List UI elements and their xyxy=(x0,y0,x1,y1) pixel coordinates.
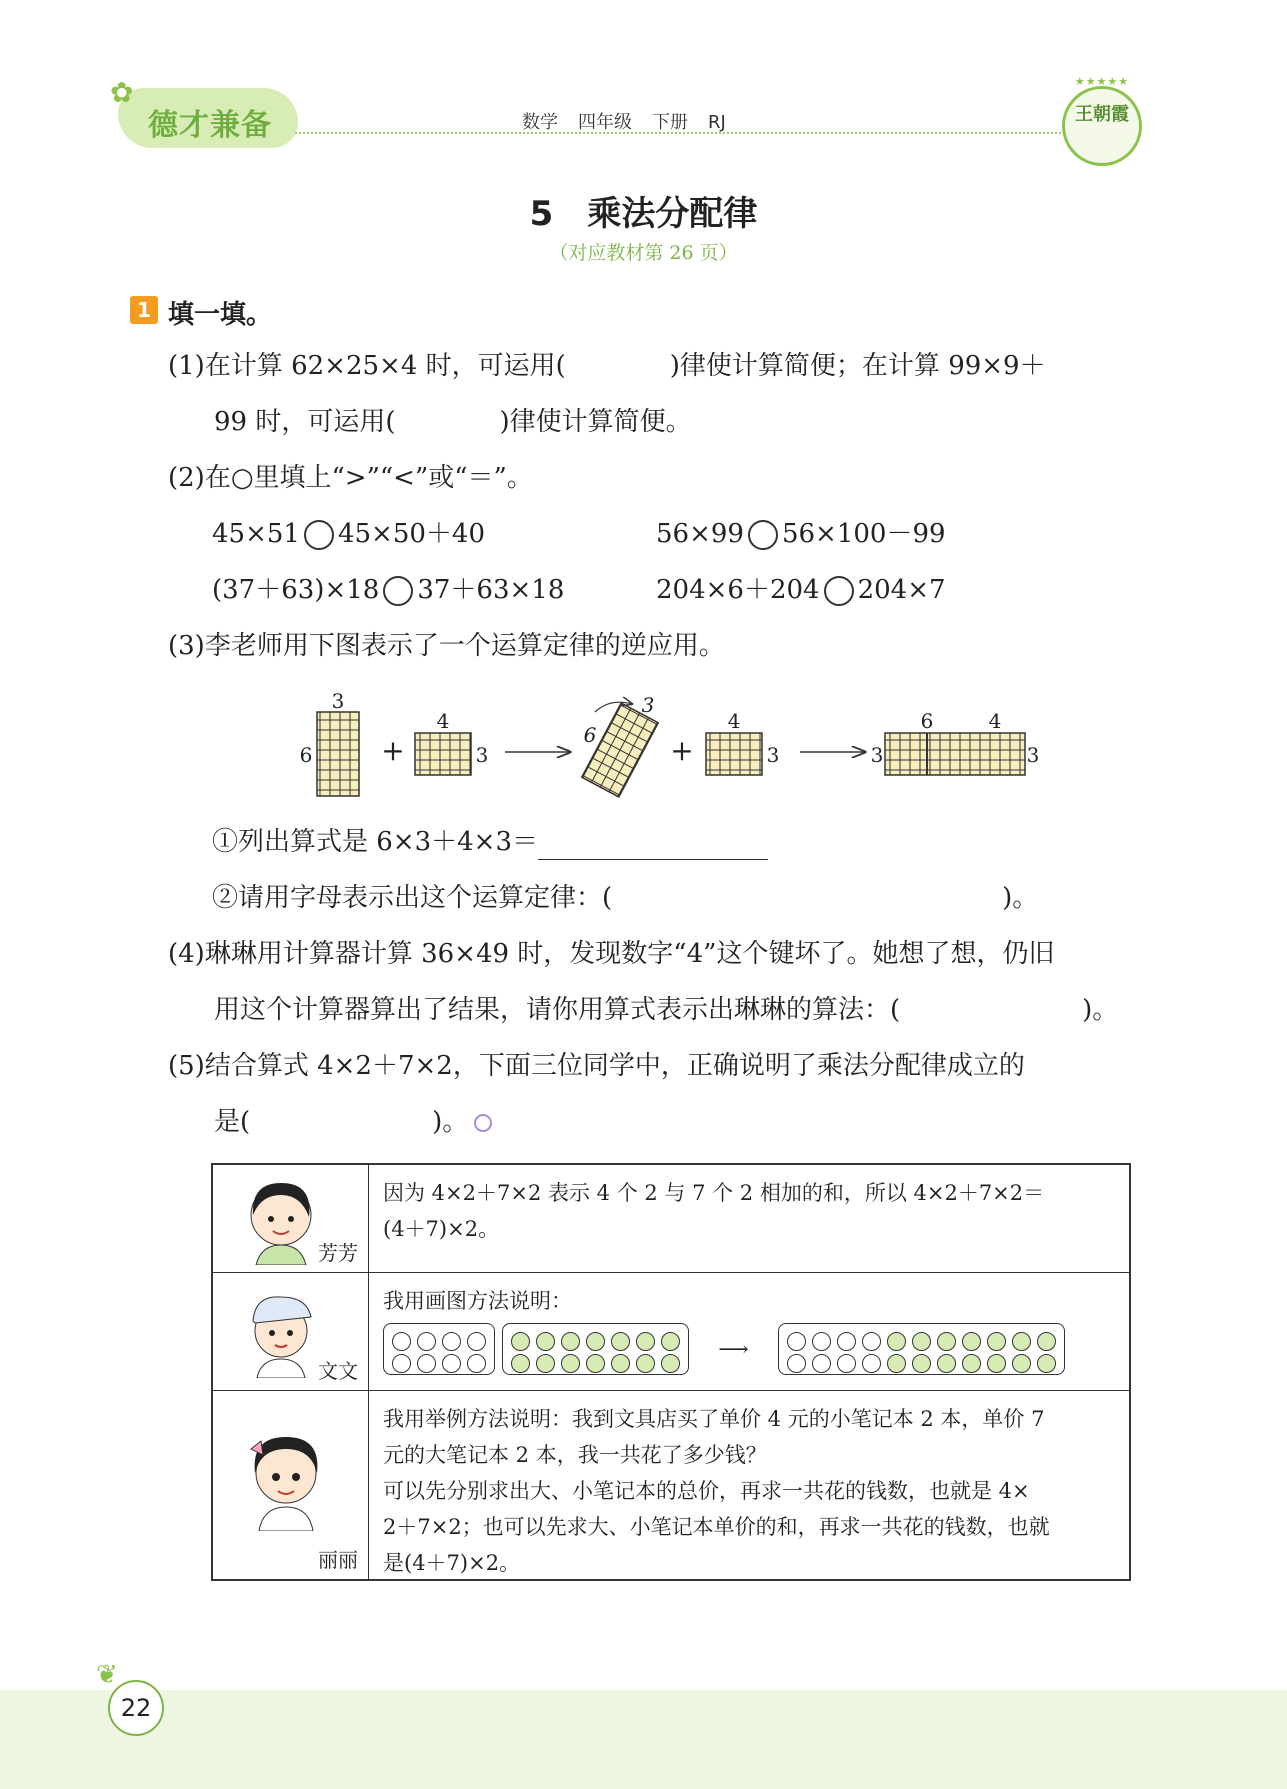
explanation-text: 因为 4×2＋7×2 表示 4 个 2 与 7 个 2 相加的和，所以 4×2＋7×2＝ (4＋7)×2。 xyxy=(383,1181,1045,1241)
page-number: 22 xyxy=(108,1680,164,1736)
answer-circle[interactable] xyxy=(748,520,778,550)
stars-icon: ★★★★★ xyxy=(1074,75,1130,88)
grid-c-side: 6 xyxy=(583,723,597,747)
arrow-icon: ⟶ xyxy=(718,1337,749,1361)
grid-a xyxy=(300,690,359,796)
dots-group-11x2 xyxy=(778,1323,1065,1375)
footer-band xyxy=(0,1690,1287,1789)
lesson-title: 乘法分配律 xyxy=(587,194,758,234)
student-explanations-table xyxy=(211,1163,1131,1581)
grid-d-side: 3 xyxy=(766,743,780,767)
q3-sub2: ②请用字母表示出这个运算定律：( )。 xyxy=(212,883,1039,913)
explanation-text: 我用画图方法说明： ⟶ xyxy=(383,1283,1119,1375)
section-badge: 1 xyxy=(130,296,158,324)
table-row xyxy=(213,1165,1129,1273)
q2-item-3: (37＋63)×18 37＋63×18 xyxy=(212,575,565,605)
q5-line1: (5)结合算式 4×2＋7×2，下面三位同学中，正确说明了乘法分配律成立的 xyxy=(168,1051,1025,1081)
volume: 下册 xyxy=(652,112,688,133)
grid-b-top: 4 xyxy=(436,709,450,733)
dolphin-icon: ❦ xyxy=(96,1660,118,1690)
section-title: 填一填。 xyxy=(168,300,273,330)
q4-line1: (4)琳琳用计算器计算 36×49 时，发现数字“4”这个键坏了。她想了想，仍旧 xyxy=(168,939,1055,969)
answer-circle[interactable] xyxy=(304,520,334,550)
q1-line2: 99 时，可运用( )律使计算简便。 xyxy=(214,407,692,437)
q2-item-4: 204×6＋204 204×7 xyxy=(656,575,946,605)
grade: 四年级 xyxy=(578,112,632,133)
dots-diagram xyxy=(383,1323,1119,1375)
grid-c-top: 3 xyxy=(641,693,655,717)
seal-text: 王朝霞 xyxy=(1075,104,1129,125)
distributive-diagram xyxy=(290,690,1070,800)
student-cell xyxy=(213,1165,369,1272)
q3-sub1: ①列出算式是 6×3＋4×3＝ xyxy=(212,824,768,860)
student-name: 文文 xyxy=(318,1359,358,1383)
boy-avatar-icon xyxy=(241,1283,321,1378)
palm-icon: ✿ xyxy=(110,76,134,109)
q1-line1: (1)在计算 62×25×4 时，可运用( )律使计算简便；在计算 99×9＋ xyxy=(168,351,1046,381)
grid-e-top-1: 6 xyxy=(920,709,934,733)
q2-item-2: 56×99 56×100－99 xyxy=(656,519,946,549)
brand-seal xyxy=(1062,75,1142,166)
grid-b-side: 3 xyxy=(475,743,489,767)
student-name: 丽丽 xyxy=(318,1548,358,1572)
subject: 数学 xyxy=(522,112,558,133)
grid-d-top: 4 xyxy=(727,709,741,733)
grid-e xyxy=(871,709,1040,775)
plus-sign: + xyxy=(670,734,694,767)
grid-b xyxy=(415,709,488,775)
grid-e-left: 3 xyxy=(870,743,884,767)
student-cell xyxy=(213,1391,369,1579)
table-row xyxy=(213,1391,1129,1579)
student-cell xyxy=(213,1273,369,1390)
q4-line2: 用这个计算器算出了结果，请你用算式表示出琳琳的算法：( )。 xyxy=(214,995,1119,1025)
grid-e-top-2: 4 xyxy=(988,709,1002,733)
plus-sign: + xyxy=(381,734,405,767)
textbook-reference: （对应教材第 26 页） xyxy=(549,242,738,264)
dots-group-4x2 xyxy=(383,1323,495,1375)
dots-group-7x2 xyxy=(502,1323,689,1375)
student-name: 芳芳 xyxy=(318,1241,358,1265)
q2-item-1: 45×51 45×50＋40 xyxy=(212,519,485,549)
q2-intro: (2)在○里填上“>”“<”或“＝”。 xyxy=(168,463,533,493)
answer-blank[interactable] xyxy=(538,829,768,860)
answer-circle[interactable] xyxy=(383,576,413,606)
page-title xyxy=(0,186,1287,235)
q5-line2: 是( )。 xyxy=(214,1104,492,1140)
lesson-number: 5 xyxy=(529,194,554,234)
table-row xyxy=(213,1273,1129,1391)
grid-a-top: 3 xyxy=(331,690,345,713)
girl-avatar-icon xyxy=(241,1421,331,1531)
grid-a-side: 6 xyxy=(299,743,313,767)
answer-circle[interactable] xyxy=(824,576,854,606)
logo-text: 德才兼备 xyxy=(148,108,272,143)
grid-d xyxy=(706,709,779,775)
q3-intro: (3)李老师用下图表示了一个运算定律的逆应用。 xyxy=(168,631,725,661)
girl-avatar-icon xyxy=(241,1175,321,1265)
edition: RJ xyxy=(708,112,726,133)
header-info xyxy=(522,108,746,134)
grid-c xyxy=(582,703,659,797)
grid-e-right: 3 xyxy=(1026,743,1040,767)
lightbulb-icon xyxy=(474,1114,492,1132)
explanation-text: 我用举例方法说明：我到文具店买了单价 4 元的小笔记本 2 本，单价 7 元的大笔记本 2 本，我一共花了多少钱？ 可以先分别求出大、小笔记本的总价，再求一共花的钱数，也就是 4× 2＋7×2；也可以先求大、小笔记本单价的和，再求一共花的钱数，也就 是(4＋7)×2。 xyxy=(383,1407,1050,1575)
